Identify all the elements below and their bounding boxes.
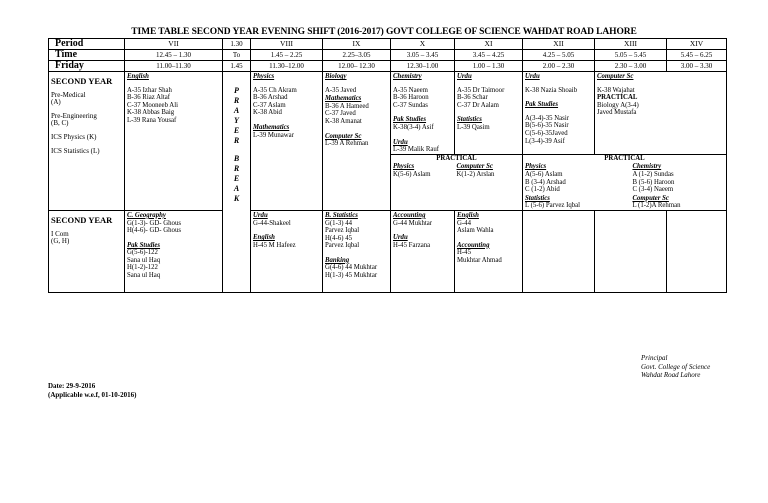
- break-letter: R: [233, 96, 240, 105]
- teacher-line: C-37 Dr Aalam: [457, 101, 499, 109]
- break-letter: R: [233, 164, 240, 173]
- teacher-line: C(5-6)-35Javed: [525, 129, 568, 137]
- time-cell: 2.25–3.05: [323, 50, 391, 61]
- section2-row: [49, 210, 727, 292]
- practical-block-b: [523, 154, 727, 210]
- subject-label: Chemistry: [393, 73, 422, 80]
- signature-line: Wahdat Road Lahore: [641, 371, 701, 380]
- teacher-line: K(1-2) Arslan: [456, 170, 495, 178]
- teacher-line: H(1-3) 45 Mukhtar: [325, 272, 378, 280]
- friday-label: Friday: [49, 61, 125, 72]
- group-label: Pre-Engineering: [51, 111, 97, 120]
- teacher-line: C-37 Sundas: [393, 101, 428, 109]
- teacher-line: Parvez Iqbal: [325, 242, 360, 250]
- teacher-line: B (5-6) Haroon: [632, 178, 675, 186]
- subject-label: Computer Sc: [456, 163, 493, 171]
- subject-label: Banking: [325, 256, 350, 264]
- subject-label: Urdu: [393, 138, 408, 146]
- teacher-line: A-35 Dr Taimoor: [457, 86, 505, 94]
- subject-label: Pak Studies: [127, 241, 161, 249]
- teacher-line: K-38 Wajahat: [597, 86, 635, 94]
- friday-cell: 11.30–12.00: [251, 61, 323, 72]
- teacher-line: C-37 Javed: [325, 110, 356, 118]
- teacher-line: B-36 Schar: [457, 94, 488, 102]
- group-label: ICS Physics (K): [51, 132, 97, 141]
- period-label: Period: [49, 39, 125, 50]
- friday-row: [49, 61, 727, 72]
- time-cell: 4.25 – 5.05: [523, 50, 595, 61]
- time-row: [49, 50, 727, 61]
- subject-label: English: [457, 211, 479, 219]
- teacher-line: L-39 Malik Rauf: [393, 146, 440, 154]
- period-row: [49, 39, 727, 50]
- teacher-line: H-45 Farzana: [393, 241, 431, 249]
- subject-label: Biology: [325, 73, 347, 80]
- time-cell: 5.45 – 6.25: [667, 50, 727, 61]
- cell-s1-c12: [523, 72, 595, 155]
- break-letter: K: [233, 194, 240, 203]
- cell-s2-c9: [323, 210, 391, 292]
- teacher-line: B-36 Riaz Altaf: [127, 94, 171, 102]
- teacher-line: L-39 Munawar: [253, 131, 294, 139]
- teacher-line: K-38 Abid: [253, 109, 282, 117]
- teacher-line: A(3-4)-35 Nasir: [525, 114, 569, 122]
- teacher-line: A(5-6) Aslam: [525, 170, 563, 178]
- break-letter: P: [234, 86, 239, 95]
- break-letter: B: [233, 154, 240, 163]
- subject-label: Computer Sc: [597, 73, 634, 80]
- timetable: [48, 38, 727, 293]
- subject-label: English: [127, 73, 149, 80]
- period-cell: VII: [125, 39, 223, 50]
- teacher-line: B-36 Haroon: [393, 94, 429, 102]
- subject-label: Statistics: [457, 116, 482, 124]
- subject-label: Computer Sc: [325, 132, 362, 140]
- group-label: (B, C): [51, 119, 69, 128]
- teacher-line: G-44: [457, 219, 471, 227]
- period-cell: X: [391, 39, 455, 50]
- teacher-line: L(3-4)-39 Asif: [525, 137, 565, 145]
- period-cell: XIV: [667, 39, 727, 50]
- teacher-line: L (5-6) Parvez Iqbal: [525, 202, 581, 210]
- cell-s1-c7: [125, 72, 223, 211]
- teacher-line: K-38(3-4) Asif: [393, 123, 434, 131]
- section1-groups: [49, 72, 125, 211]
- subject-label: Pak Studies: [393, 116, 427, 124]
- teacher-line: G(1-3) 44: [325, 219, 352, 227]
- friday-cell: 11.00–11.30: [125, 61, 223, 72]
- page-title: TIME TABLE SECOND YEAR EVENING SHIFT (2016-2017) GOVT COLLEGE OF SCIENCE WAHDAT ROAD LAHORE: [131, 27, 637, 37]
- cell-s2-c7: [125, 210, 223, 292]
- subject-label: Accounting: [457, 241, 490, 249]
- applicable-line: (Applicable w.e.f, 01-10-2016): [48, 390, 137, 399]
- teacher-line: G(1-3)- GD- Ghous: [127, 219, 181, 227]
- teacher-line: A-35 Izhar Shah: [127, 86, 172, 94]
- time-cell: 12.45 – 1.30: [125, 50, 223, 61]
- group-label: ICS Statistics (L): [51, 146, 100, 155]
- teacher-line: G-44-Shakeel: [253, 219, 291, 227]
- subject-label: Computer Sc: [632, 194, 669, 202]
- break-letter: Y: [234, 116, 239, 125]
- teacher-line: B (3-4) Arshad: [525, 178, 566, 186]
- group-label: Pre-Medical: [51, 90, 86, 99]
- period-cell: VIII: [251, 39, 323, 50]
- section-label: SECOND YEAR: [51, 76, 113, 86]
- cell-s2-c8: [251, 210, 323, 292]
- time-cell: 3.45 – 4.25: [455, 50, 523, 61]
- subject-label: Mathematics: [253, 123, 290, 131]
- friday-cell: 12.00– 12.30: [323, 61, 391, 72]
- time-cell: 5.05 – 5.45: [595, 50, 667, 61]
- subject-label: Physics: [525, 163, 547, 171]
- teacher-line: Javed Mustafa: [597, 109, 637, 117]
- teacher-line: H-45: [457, 249, 471, 257]
- break-letter: R: [233, 136, 240, 145]
- break-letter: E: [233, 174, 240, 183]
- subject-label: Urdu: [393, 234, 408, 242]
- teacher-line: L-39 Rana Yousaf: [127, 116, 177, 124]
- teacher-line: H(1-2)-122: [127, 264, 158, 272]
- break-letter: A: [233, 184, 240, 193]
- period-cell: IX: [323, 39, 391, 50]
- teacher-line: G-44 Mukhtar: [393, 219, 433, 227]
- teacher-line: A-35 Naeem: [393, 86, 428, 94]
- friday-cell: 1.00 – 1.30: [455, 61, 523, 72]
- break-letter: A: [233, 106, 240, 115]
- cell-s1-c13: [595, 72, 727, 155]
- teacher-line: Sana ul Haq: [127, 256, 161, 264]
- principal-signature: [641, 354, 710, 380]
- friday-cell: 3.00 – 3.30: [667, 61, 727, 72]
- cell-s2-c13: [595, 210, 667, 292]
- teacher-line: Parvez Iqbal: [325, 227, 360, 235]
- teacher-line: L (1-2)A Rehman: [632, 202, 681, 210]
- teacher-line: C-37 Aslam: [253, 101, 286, 109]
- cell-s2-c10: [391, 210, 455, 292]
- friday-cell: 1.45: [223, 61, 251, 72]
- teacher-line: B(5-6)-35 Nasir: [525, 122, 569, 130]
- section1-row: [49, 72, 727, 155]
- signature-line: Govt. College of Science: [641, 362, 711, 371]
- cell-s1-c8: [251, 72, 323, 211]
- friday-cell: 12.30–1.00: [391, 61, 455, 72]
- teacher-line: Biology A(3-4): [597, 101, 639, 109]
- practical-label: PRACTICAL: [604, 154, 645, 162]
- cell-s1-c10: [391, 72, 455, 155]
- section-label: SECOND YEAR: [51, 214, 113, 225]
- section2-groups: [49, 210, 125, 292]
- subject-label: Physics: [253, 73, 275, 80]
- cell-s1-c11: [455, 72, 523, 155]
- time-cell: 3.05 – 3.45: [391, 50, 455, 61]
- prayer-break: [223, 72, 251, 293]
- teacher-line: A-35 Javed: [325, 86, 357, 94]
- period-cell: XII: [523, 39, 595, 50]
- teacher-line: K-38 Amanat: [325, 117, 362, 125]
- subject-label: Pak Studies: [525, 101, 559, 109]
- teacher-line: L-39 A Rehman: [325, 140, 369, 148]
- subject-label: Chemistry: [632, 163, 662, 171]
- teacher-line: K-38 Abbas Baig: [127, 109, 175, 117]
- practical-label: PRACTICAL: [436, 154, 477, 162]
- signature-line: Principal: [641, 354, 668, 362]
- teacher-line: K(5-6) Aslam: [393, 170, 431, 178]
- teacher-line: B-36 A Hameed: [325, 102, 369, 110]
- cell-s2-c14: [667, 210, 727, 292]
- subject-label: English: [253, 234, 275, 242]
- teacher-line: Aslam Wahla: [457, 227, 494, 235]
- practical-label: PRACTICAL: [597, 94, 638, 102]
- date-line: Date: 29-9-2016: [48, 382, 96, 390]
- teacher-line: C (3-4) Naeem: [632, 186, 674, 194]
- subject-label: Statistics: [525, 194, 550, 202]
- friday-cell: 2.30 – 3.00: [595, 61, 667, 72]
- teacher-line: C (1-2) Abid: [525, 186, 560, 194]
- period-cell: 1.30: [223, 39, 251, 50]
- subject-label: Urdu: [525, 73, 540, 80]
- time-cell: 1.45 – 2.25: [251, 50, 323, 61]
- teacher-line: A-35 Ch Akram: [253, 86, 297, 94]
- break-letter: E: [233, 126, 240, 135]
- teacher-line: K-38 Nazia Shoaib: [525, 86, 578, 94]
- group-label: (G, H): [51, 237, 70, 246]
- period-cell: XIII: [595, 39, 667, 50]
- teacher-line: G(4-6) 44 Mukhtar: [325, 264, 378, 272]
- cell-s2-c11: [455, 210, 523, 292]
- teacher-line: G(5-6)-122: [127, 249, 158, 257]
- subject-label: C. Geography: [127, 211, 166, 219]
- teacher-line: C-37 Mooneeb Ali: [127, 101, 178, 109]
- cell-s2-c12: [523, 210, 595, 292]
- group-label: (A): [51, 98, 61, 107]
- subject-label: Accounting: [393, 211, 426, 219]
- subject-label: Urdu: [457, 73, 472, 80]
- time-cell: To: [223, 50, 251, 61]
- practical-block-a: [391, 154, 523, 210]
- subject-label: Physics: [393, 163, 415, 171]
- subject-label: Mathematics: [325, 95, 362, 103]
- teacher-line: H-45 M Hafeez: [253, 241, 296, 249]
- teacher-line: L-39 Qasim: [457, 123, 490, 131]
- period-cell: XI: [455, 39, 523, 50]
- teacher-line: B-36 Arshad: [253, 94, 288, 102]
- teacher-line: Sana ul Haq: [127, 272, 161, 280]
- date-block: [48, 382, 136, 399]
- teacher-line: Mukhtar Ahmad: [457, 256, 502, 264]
- subject-label: B. Statistics: [325, 211, 358, 219]
- teacher-line: H(4-6) 45: [325, 234, 352, 242]
- group-label: I Com: [51, 229, 69, 238]
- cell-s1-c9: [323, 72, 391, 211]
- time-label: Time: [49, 50, 125, 61]
- friday-cell: 2.00 – 2.30: [523, 61, 595, 72]
- teacher-line: A (1-2) Sundas: [632, 170, 674, 178]
- subject-label: Urdu: [253, 211, 268, 219]
- teacher-line: H(4-6)- GD- Ghous: [127, 227, 181, 235]
